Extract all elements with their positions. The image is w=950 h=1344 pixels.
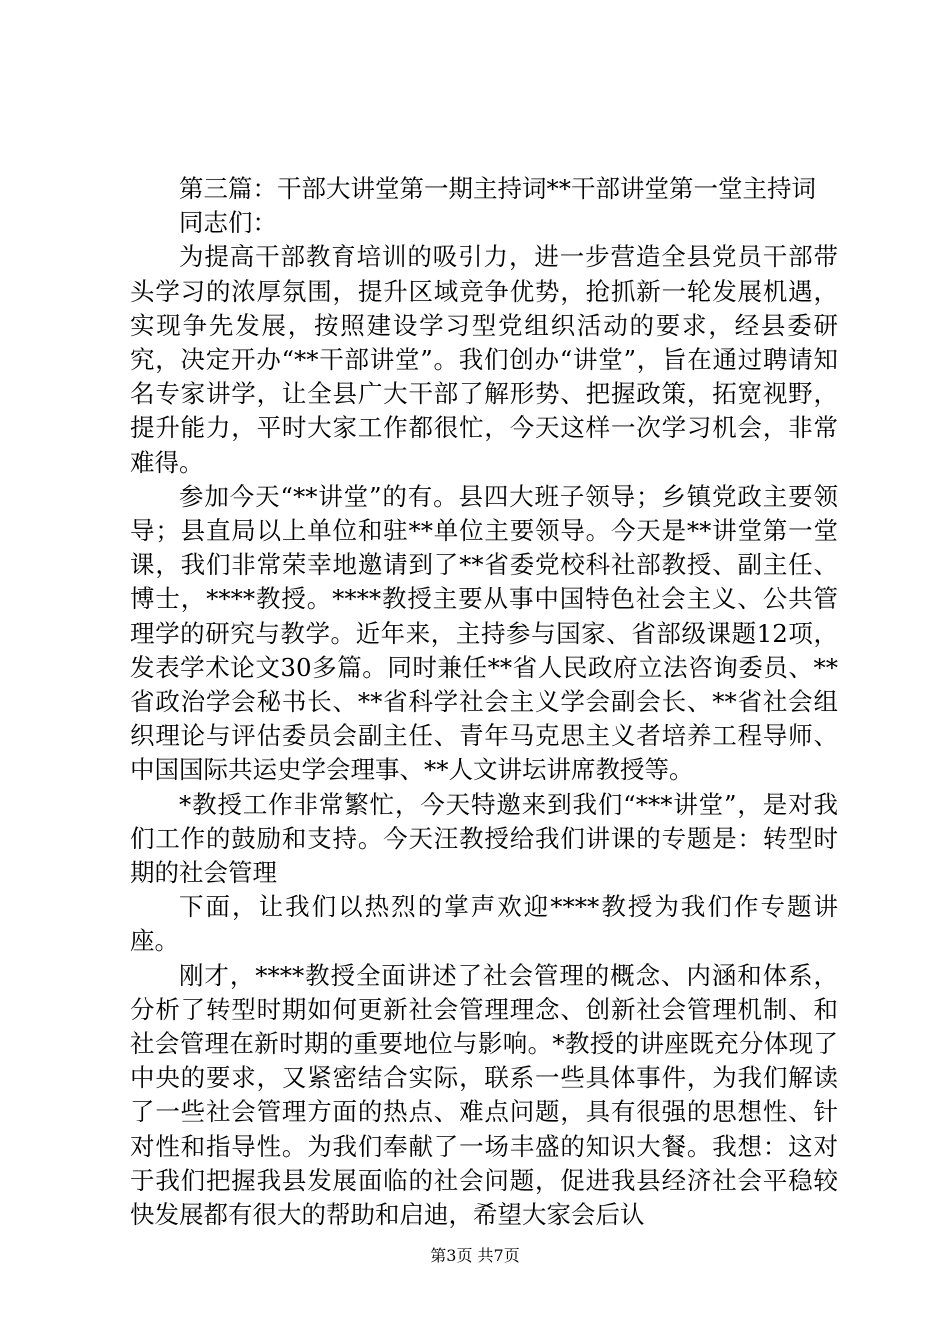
document-title: 第三篇：干部大讲堂第一期主持词**干部讲堂第一堂主持词 xyxy=(179,174,816,203)
body-paragraph: 下面，让我们以热烈的掌声欢迎****教授为我们作专题讲座。 xyxy=(130,892,838,956)
page-footer: 第3页 共7页 xyxy=(430,1246,520,1265)
body-paragraph: *教授工作非常繁忙，今天特邀来到我们“***讲堂”，是对我们工作的鼓励和支持。今天汪教授给我们讲课的专题是：转型时期的社会管理 xyxy=(130,789,838,888)
document-body xyxy=(130,172,838,1232)
body-paragraph: 为提高干部教育培训的吸引力，进一步营造全县党员干部带头学习的浓厚氛围，提升区域竞争优势，抢抓新一轮发展机遇，实现争先发展，按照建设学习型党组织活动的要求，经县委研究，决定开办“**干部讲堂”。我们创办“讲堂”，旨在通过聘请知名专家讲学，让全县广大干部了解形势、把握政策，拓宽视野，提升能力，平时大家工作都很忙，今天这样一次学习机会，非常难得。 xyxy=(130,242,838,477)
salutation-paragraph: 同志们： xyxy=(179,208,277,238)
body-paragraph: 参加今天“**讲堂”的有。县四大班子领导；乡镇党政主要领导；县直局以上单位和驻**单位主要领导。今天是**讲堂第一堂课，我们非常荣幸地邀请到了**省委党校科社部教授、副主任、博士，****教授。****教授主要从事中国特色社会主义、公共管理学的研究与教学。近年来，主持参与国家、省部级课题12项，发表学术论文30多篇。同时兼任**省人民政府立法咨询委员、**省政治学会秘书长、**省科学社会主义学会副会长、**省社会组织理论与评估委员会副主任、青年马克思主义者培养工程导师、中国国际共运史学会理事、**人文讲坛讲席教授等。 xyxy=(130,481,838,785)
body-paragraph: 刚才，****教授全面讲述了社会管理的概念、内涵和体系，分析了转型时期如何更新社会管理理念、创新社会管理机制、和社会管理在新时期的重要地位与影响。*教授的讲座既充分体现了中央的要求，又紧密结合实际，联系一些具体事件，为我们解读了一些社会管理方面的热点、难点问题，具有很强的思想性、针对性和指导性。为我们奉献了一场丰盛的知识大餐。我想：这对于我们把握我县发展面临的社会问题，促进我县经济社会平稳较快发展都有很大的帮助和启迪，希望大家会后认 xyxy=(130,960,838,1230)
